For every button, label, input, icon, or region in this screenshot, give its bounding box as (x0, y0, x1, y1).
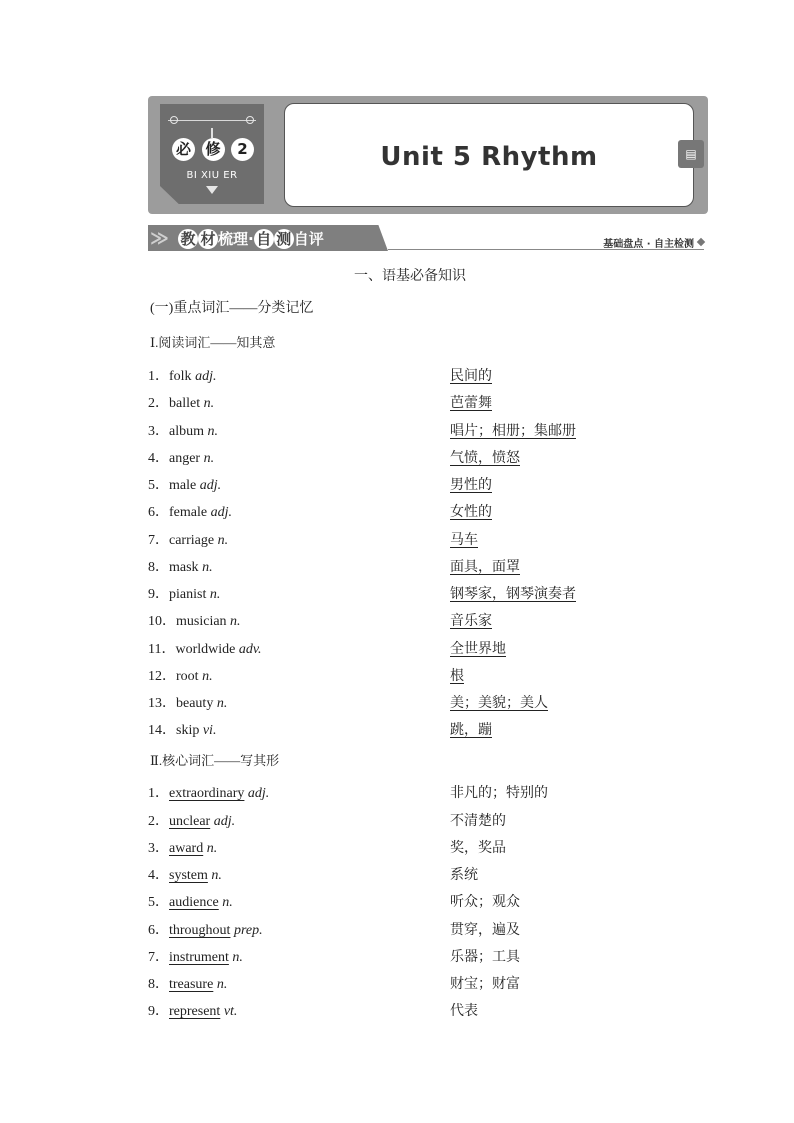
list-item (148, 392, 708, 414)
badge-char: 必 (172, 138, 195, 161)
item-pos: n. (207, 424, 218, 439)
item-pos: n. (216, 977, 228, 992)
section-title-dot-char: 测 (274, 229, 294, 249)
item-number: 12．root n. (148, 669, 213, 684)
item-word: award (169, 841, 204, 856)
item-pos: n. (206, 841, 218, 856)
item-number: 2．unclear adj. (148, 814, 236, 829)
list-item (148, 837, 708, 859)
list-item (148, 719, 708, 741)
item-meaning: 气愤，愤怒 (450, 451, 520, 466)
list-item (148, 501, 708, 523)
list-item (148, 810, 708, 832)
item-word: anger (169, 451, 201, 466)
item-meaning: 美；美貌；美人 (450, 696, 548, 711)
item-meaning: 民间的 (450, 369, 492, 384)
list-item (148, 638, 708, 660)
list-item (148, 946, 708, 968)
item-meaning: 不清楚的 (450, 814, 506, 829)
item-word: mask (169, 560, 199, 575)
item-pos: prep. (233, 923, 263, 938)
title-panel (284, 103, 694, 207)
badge-pin (211, 128, 213, 138)
book-icon[interactable]: ▤ (678, 140, 704, 168)
list-item (148, 365, 708, 387)
list-item (148, 665, 708, 687)
part2-heading: Ⅱ.核心词汇——写其形 (150, 753, 280, 768)
item-word: unclear (169, 814, 211, 829)
unit-header-banner (148, 96, 708, 214)
item-word: folk (169, 369, 192, 384)
badge-ring-right (246, 116, 254, 124)
item-pos: adj. (210, 505, 232, 520)
item-pos: adj. (247, 786, 270, 801)
list-item (148, 864, 708, 886)
item-pos: adj. (195, 369, 217, 384)
item-number: 4．anger n. (148, 451, 215, 466)
item-pos: n. (202, 560, 213, 575)
item-word: treasure (169, 977, 214, 992)
badge-down-arrow-icon (206, 186, 218, 194)
item-pos: n. (209, 587, 221, 602)
list-item (148, 1000, 708, 1022)
item-number: 10．musician n. (148, 614, 241, 629)
item-word: extraordinary (169, 786, 245, 801)
item-word: audience (169, 895, 219, 910)
item-pos: vi. (202, 723, 217, 738)
item-number: 8．treasure n. (148, 977, 228, 992)
item-number: 13．beauty n. (148, 696, 228, 711)
item-pos: vt. (223, 1004, 238, 1019)
item-meaning: 非凡的；特别的 (450, 786, 548, 801)
item-meaning: 芭蕾舞 (450, 396, 492, 411)
section-title-dot-char: 材 (198, 229, 218, 249)
list-item (148, 973, 708, 995)
main-heading: 一、语基必备知识 (354, 269, 466, 284)
section-title (178, 228, 324, 249)
item-pos: adv. (238, 642, 262, 657)
item-meaning: 听众；观众 (450, 895, 520, 910)
list-item (148, 919, 708, 941)
item-pos: n. (203, 451, 215, 466)
item-number: 14．skip vi. (148, 723, 217, 738)
item-number: 2．ballet n. (148, 396, 215, 411)
item-number: 6．throughout prep. (148, 923, 263, 938)
item-meaning: 女性的 (450, 505, 492, 520)
item-word: pianist (169, 587, 207, 602)
item-meaning: 奖，奖品 (450, 841, 506, 856)
badge-char: 修 (202, 138, 225, 161)
item-meaning: 音乐家 (450, 614, 492, 629)
item-word: system (169, 868, 208, 883)
item-meaning: 全世界地 (450, 642, 506, 657)
list-item (148, 583, 708, 605)
item-number: 6．female adj. (148, 505, 232, 520)
list-item (148, 891, 708, 913)
item-meaning: 跳，蹦 (450, 723, 492, 738)
list-item (148, 610, 708, 632)
item-word: male (169, 478, 197, 493)
item-pos: adj. (213, 814, 236, 829)
item-word: worldwide (175, 642, 236, 657)
part1-heading: Ⅰ.阅读词汇——知其意 (150, 335, 276, 350)
item-word: album (169, 424, 204, 439)
list-item (148, 420, 708, 442)
badge-characters (172, 138, 254, 161)
item-word: skip (176, 723, 200, 738)
section-title-text: 梳理 (218, 230, 249, 248)
item-number: 3．award n. (148, 841, 218, 856)
item-pos: n. (216, 696, 228, 711)
section-title-text: 自评 (293, 230, 324, 248)
section-title-dot-char: 教 (178, 229, 198, 249)
section-subtitle: 基础盘点 · 自主检测 (603, 239, 694, 250)
item-pos: n. (211, 868, 222, 883)
item-meaning: 马车 (450, 533, 478, 548)
item-meaning: 乐器；工具 (450, 950, 520, 965)
item-number: 9．represent vt. (148, 1004, 238, 1019)
badge-char: 2 (231, 138, 254, 161)
unit-title: Unit 5 Rhythm (380, 142, 598, 172)
list-item (148, 782, 708, 804)
list-item (148, 692, 708, 714)
item-pos: n. (232, 950, 243, 965)
item-word: root (176, 669, 199, 684)
item-meaning: 男性的 (450, 478, 492, 493)
section-title-dot-char: 自 (254, 229, 274, 249)
item-number: 9．pianist n. (148, 587, 221, 602)
item-meaning: 系统 (450, 868, 478, 883)
item-number: 7．instrument n. (148, 950, 243, 965)
item-pos: n. (217, 533, 229, 548)
item-pos: n. (222, 895, 233, 910)
item-meaning: 面具，面罩 (450, 560, 520, 575)
item-word: beauty (176, 696, 214, 711)
item-word: carriage (169, 533, 215, 548)
chevron-right-icon: ≫ (150, 228, 169, 249)
item-word: musician (176, 614, 227, 629)
badge-subtitle: BI XIU ER (186, 170, 238, 181)
section-bar (148, 225, 704, 253)
item-number: 4．system n. (148, 868, 222, 883)
diamond-icon (697, 238, 705, 246)
item-pos: n. (202, 669, 213, 684)
badge-ring-left (170, 116, 178, 124)
item-meaning: 代表 (450, 1004, 478, 1019)
module-badge (160, 104, 264, 204)
item-number: 3．album n. (148, 424, 218, 439)
item-pos: adj. (199, 478, 222, 493)
item-word: instrument (169, 950, 229, 965)
section-title-sep: · (248, 230, 254, 248)
item-number: 11．worldwide adv. (148, 642, 262, 657)
item-number: 5．audience n. (148, 895, 233, 910)
item-meaning: 钢琴家，钢琴演奏者 (450, 587, 576, 602)
list-item (148, 447, 708, 469)
item-pos: n. (230, 614, 241, 629)
item-number: 1．extraordinary adj. (148, 786, 270, 801)
item-number: 1．folk adj. (148, 369, 217, 384)
item-word: female (169, 505, 208, 520)
item-word: throughout (169, 923, 231, 938)
item-word: ballet (169, 396, 201, 411)
item-word: represent (169, 1004, 221, 1019)
list-item (148, 556, 708, 578)
item-pos: n. (203, 396, 215, 411)
item-number: 5．male adj. (148, 478, 222, 493)
badge-hanger-line (168, 120, 256, 121)
item-meaning: 根 (450, 669, 464, 684)
item-meaning: 财宝；财富 (450, 977, 520, 992)
item-number: 8．mask n. (148, 560, 213, 575)
list-item (148, 529, 708, 551)
group-heading: (一)重点词汇——分类记忆 (150, 301, 314, 316)
item-meaning: 唱片；相册；集邮册 (450, 424, 576, 439)
list-item (148, 474, 708, 496)
item-meaning: 贯穿，遍及 (450, 923, 520, 938)
item-number: 7．carriage n. (148, 533, 229, 548)
